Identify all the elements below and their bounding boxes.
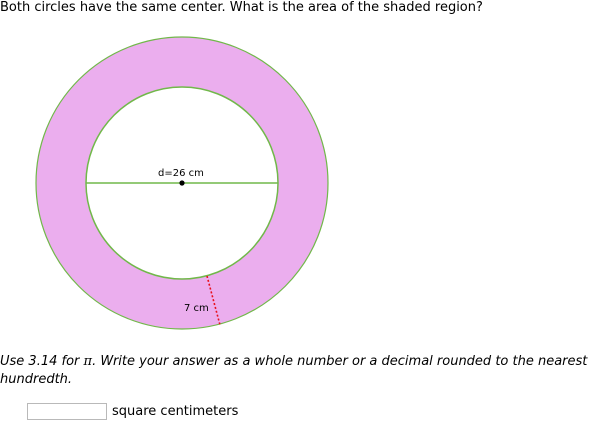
center-point <box>179 180 184 185</box>
answer-input[interactable] <box>27 403 107 420</box>
instructions-text-end: . Write your answer as a whole number or a decimal rounded to the nearest hundredth. <box>0 354 588 387</box>
answer-unit-label: square centimeters <box>112 403 239 419</box>
ring-width-label: 7 cm <box>184 303 209 314</box>
instructions <box>0 353 600 389</box>
pi-symbol: π <box>83 354 93 369</box>
diameter-label: d=26 cm <box>158 168 204 179</box>
question-text: Both circles have the same center. What is the area of the shaded region? <box>0 0 483 15</box>
instructions-text-start: Use 3.14 for <box>0 354 84 369</box>
answer-row <box>27 401 238 421</box>
